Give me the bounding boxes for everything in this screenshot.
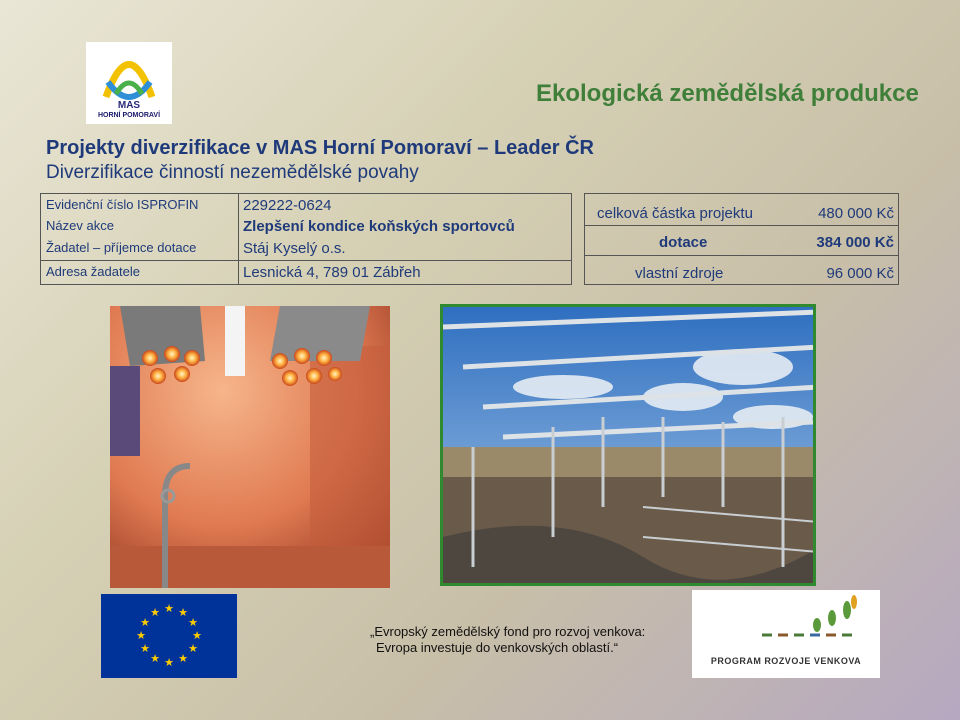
info-value: Lesnická 4, 789 01 Zábřeh (243, 264, 421, 281)
solarium-photo (110, 306, 390, 588)
svg-text:★: ★ (136, 629, 146, 642)
info-label: Název akce (46, 218, 114, 233)
svg-text:★: ★ (178, 606, 188, 619)
svg-text:★: ★ (140, 642, 150, 655)
svg-text:★: ★ (140, 616, 150, 629)
prv-label: PROGRAM ROZVOJE VENKOVA (710, 656, 862, 666)
eafrd-slogan-line-2: Evropa investuje do venkovských oblastí.“ (376, 640, 619, 655)
budget-table (584, 193, 899, 285)
eafrd-slogan (370, 624, 645, 656)
svg-text:★: ★ (150, 652, 160, 665)
prv-logo-graphic (692, 590, 880, 650)
project-info-table (40, 193, 572, 285)
logo-line-2: HORNÍ POMORAVÍ (97, 112, 161, 119)
svg-text:★: ★ (164, 656, 174, 669)
svg-text:★: ★ (192, 629, 202, 642)
budget-label-total: celková částka projektu (597, 205, 753, 222)
info-label: Žadatel – příjemce dotace (46, 240, 197, 255)
info-label: Adresa žadatele (46, 264, 140, 279)
logo-line-1: MAS (117, 100, 141, 111)
info-value: Zlepšení kondice koňských sportovců (243, 218, 515, 235)
info-label: Evidenční číslo ISPROFIN (46, 197, 199, 212)
info-value: Stáj Kyselý o.s. (243, 240, 346, 257)
svg-text:★: ★ (150, 606, 160, 619)
program-rozvoje-venkova-logo (692, 590, 880, 678)
budget-value-subsidy: 384 000 Kč (816, 234, 894, 251)
budget-label-own: vlastní zdroje (635, 265, 724, 282)
horse-walker-photo (440, 304, 816, 586)
page-title: Projekty diverzifikace v MAS Horní Pomoraví – Leader ČR (46, 137, 594, 159)
svg-text:★: ★ (178, 652, 188, 665)
eafrd-slogan-line-1: „Evropský zemědělský fond pro rozvoj venkova: (370, 624, 646, 639)
svg-text:★: ★ (188, 642, 198, 655)
svg-text:★: ★ (164, 602, 174, 615)
budget-value-total: 480 000 Kč (818, 205, 894, 222)
svg-text:★: ★ (188, 616, 198, 629)
budget-label-subsidy: dotace (659, 234, 708, 251)
page-subtitle: Diverzifikace činností nezemědělské povahy (46, 162, 419, 183)
eu-flag (101, 594, 237, 678)
budget-value-own: 96 000 Kč (826, 265, 894, 282)
info-value: 229222-0624 (243, 197, 332, 214)
category-title: Ekologická zemědělská produkce (536, 80, 919, 107)
mas-horni-pomoravi-logo (86, 42, 172, 124)
